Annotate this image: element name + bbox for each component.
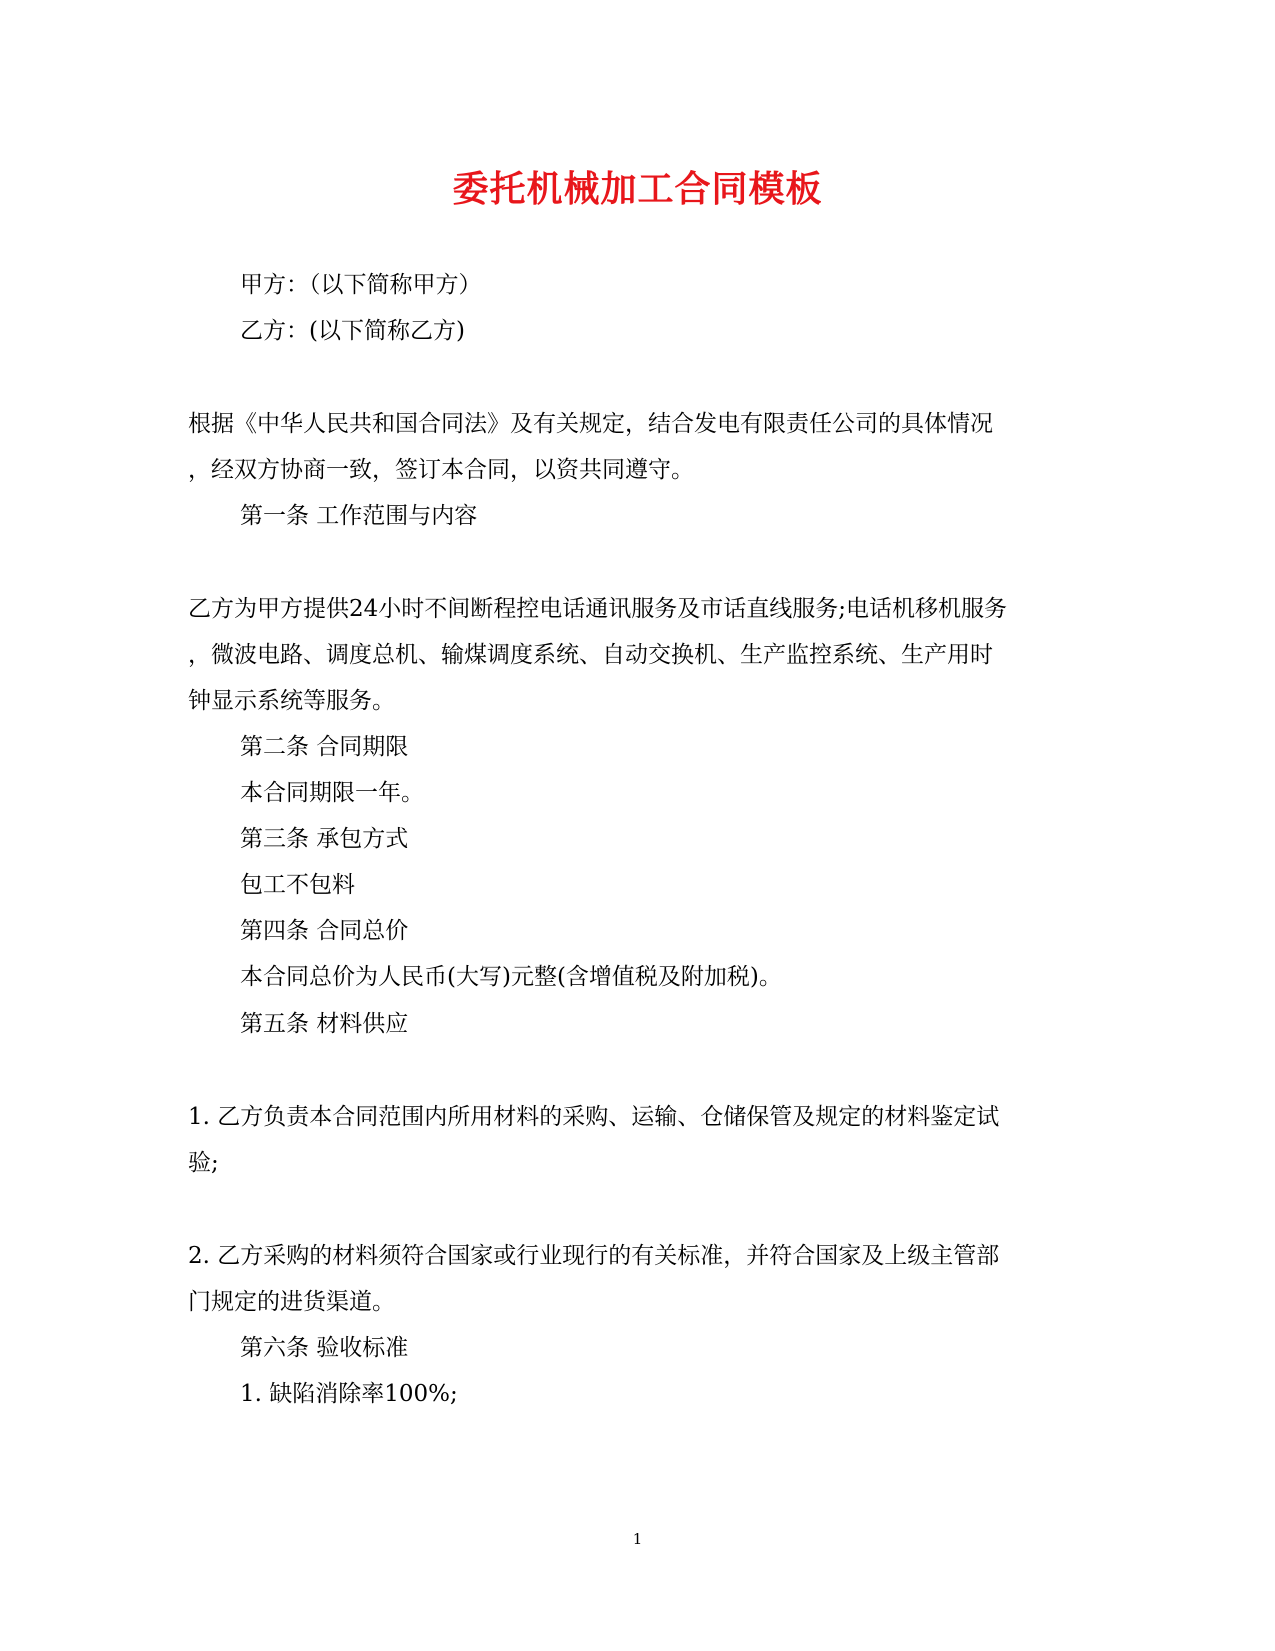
article-4-text: 本合同总价为人民币(大写)元整(含增值税及附加税)。 — [240, 964, 782, 990]
page-number: 1 — [632, 1530, 643, 1548]
party-a-line: 甲方：（以下简称甲方） — [240, 272, 482, 298]
article-5-item-1-line: 1. 乙方负责本合同范围内所用材料的采购、运输、仓储保管及规定的材料鉴定试 — [188, 1104, 1000, 1130]
article-1-paragraph-line: 乙方为甲方提供24小时不间断程控电话通讯服务及市话直线服务;电话机移机服务 — [188, 596, 1008, 622]
article-6-heading: 第六条 验收标准 — [240, 1335, 409, 1361]
article-6-item-1: 1. 缺陷消除率100%; — [240, 1381, 458, 1407]
article-5-heading: 第五条 材料供应 — [240, 1011, 409, 1037]
article-3-heading: 第三条 承包方式 — [240, 826, 409, 852]
intro-paragraph-line: ，经双方协商一致，签订本合同，以资共同遵守。 — [188, 457, 694, 483]
article-2-heading: 第二条 合同期限 — [240, 734, 409, 760]
article-5-item-2-line: 2. 乙方采购的材料须符合国家或行业现行的有关标准，并符合国家及上级主管部 — [188, 1243, 1000, 1269]
article-4-heading: 第四条 合同总价 — [240, 918, 409, 944]
article-2-text: 本合同期限一年。 — [240, 780, 424, 806]
document-title: 委托机械加工合同模板 — [452, 169, 823, 210]
article-1-paragraph-line: ，微波电路、调度总机、输煤调度系统、自动交换机、生产监控系统、生产用时 — [188, 642, 993, 668]
article-1-heading: 第一条 工作范围与内容 — [240, 503, 478, 529]
article-1-paragraph-line: 钟显示系统等服务。 — [188, 688, 395, 714]
article-3-text: 包工不包料 — [240, 872, 355, 898]
article-5-item-2-line: 门规定的进货渠道。 — [188, 1289, 395, 1315]
party-b-line: 乙方：(以下简称乙方) — [240, 318, 465, 344]
intro-paragraph-line: 根据《中华人民共和国合同法》及有关规定，结合发电有限责任公司的具体情况 — [188, 411, 993, 437]
article-5-item-1-line: 验; — [188, 1150, 219, 1176]
